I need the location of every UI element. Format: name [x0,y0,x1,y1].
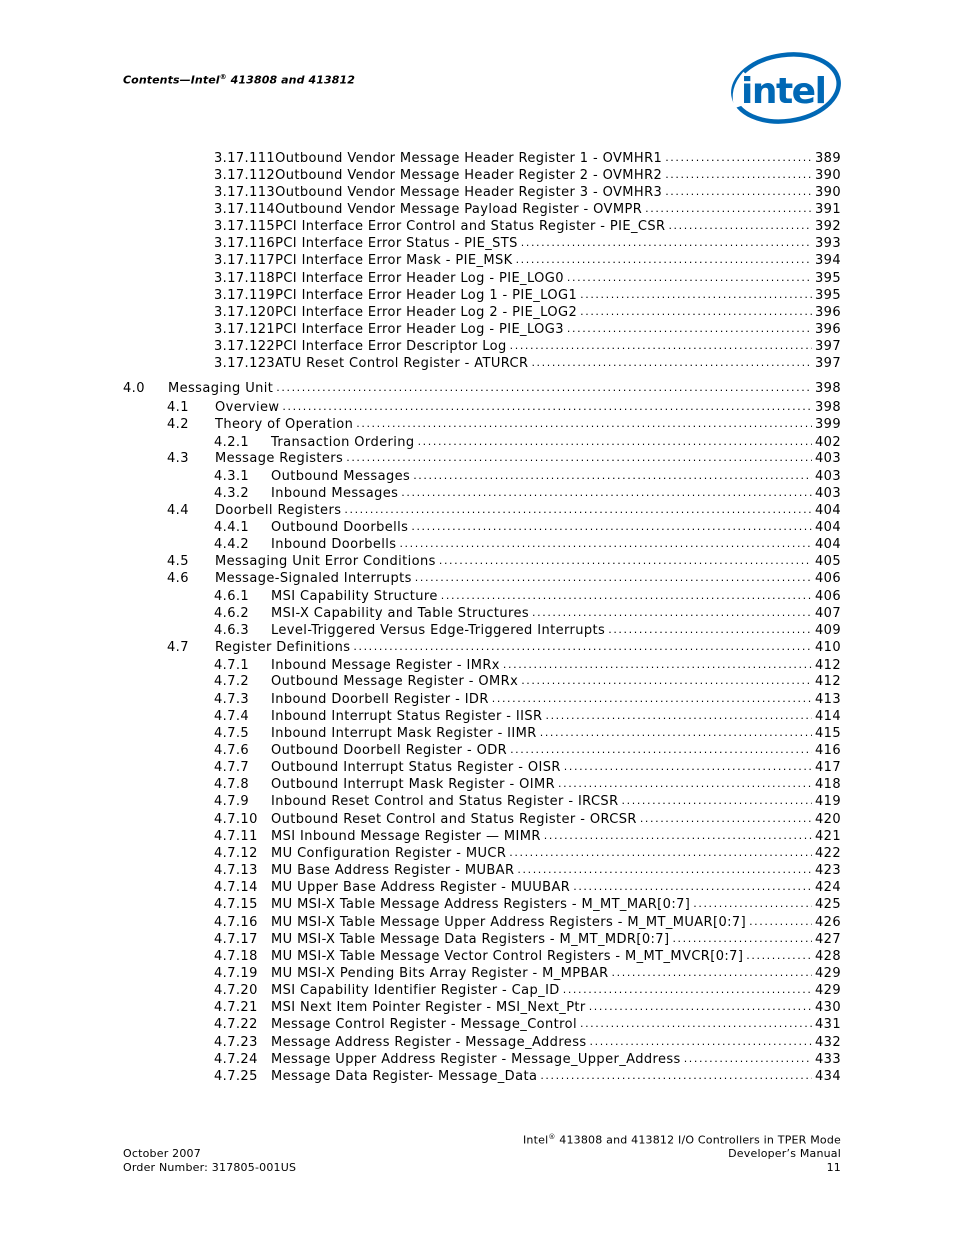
dot-leader [746,949,812,962]
toc-entry-title: PCI Interface Error Descriptor Log [275,339,507,354]
dot-leader [645,202,812,215]
toc-entry-page: 402 [814,435,841,450]
toc-entry[interactable] [214,913,841,930]
toc-entry-title: MU MSI-X Table Message Address Registers - M_MT_MAR[0:7] [271,897,691,912]
toc-entry[interactable] [214,792,841,809]
toc-entry[interactable] [214,149,841,166]
dot-leader [540,726,812,739]
footer-registered-mark: ® [548,1133,556,1141]
toc-entry-number: 4.7.14 [214,880,258,895]
dot-leader [612,966,812,979]
toc-entry[interactable] [214,621,841,638]
toc-entry-number: 4.7.8 [214,777,250,792]
dot-leader [521,236,812,249]
toc-entry-page: 389 [814,151,841,166]
toc-entry-title: Message-Signaled Interrupts [215,571,412,586]
toc-entry-title: MU Configuration Register - MUCR [271,846,507,861]
toc-entry-number: 4.7.6 [214,743,250,758]
toc-entry-title: Message Control Register - Message_Control [271,1017,577,1032]
toc-entry-page: 394 [814,253,841,268]
toc-entry-page: 425 [814,897,841,912]
dot-leader [580,1017,812,1030]
toc-entry[interactable] [214,1015,841,1032]
toc-entry-page: 395 [814,288,841,303]
toc-entry[interactable] [214,981,841,998]
toc-entry[interactable] [214,251,841,268]
toc-entry[interactable] [214,775,841,792]
toc-entry-page: 393 [814,236,841,251]
toc-entry[interactable] [214,467,841,484]
toc-entry[interactable] [214,354,841,371]
toc-entry-title: PCI Interface Error Header Log 1 - PIE_LOG1 [275,288,578,303]
toc-entry-page: 404 [814,537,841,552]
toc-entry-number: 4.7.9 [214,794,250,809]
dot-leader [517,863,812,876]
dot-leader [356,417,812,430]
toc-entry-number: 4.3.2 [214,486,250,501]
toc-entry[interactable] [214,758,841,775]
toc-entry-title: Inbound Message Register - IMRx [271,658,500,673]
toc-entry-title: MSI Inbound Message Register — MIMR [271,829,541,844]
toc-entry-title: PCI Interface Error Mask - PIE_MSK [275,253,513,268]
toc-entry-title: MU Base Address Register - MUBAR [271,863,515,878]
toc-entry-page: 427 [814,932,841,947]
toc-entry[interactable] [214,1050,841,1067]
toc-entry-number: 4.7 [167,640,189,655]
toc-entry-page: 429 [814,966,841,981]
toc-entry-page: 409 [814,623,841,638]
toc-entry-title: Inbound Doorbells [271,537,397,552]
toc-entry-number: 4.7.3 [214,692,250,707]
dot-leader [399,537,812,550]
footer-product [523,1133,841,1147]
header-title-text: Contents—Intel [123,73,220,87]
toc-entry-number: 3.17.120 [214,305,276,320]
toc-entry-title: Outbound Doorbell Register - ODR [271,743,508,758]
toc-entry-page: 426 [814,915,841,930]
toc-entry-number: 4.2.1 [214,435,250,450]
toc-entry-page: 432 [814,1035,841,1050]
toc-entry-page: 412 [814,658,841,673]
toc-entry-title: MSI Capability Structure [271,589,438,604]
toc-entry[interactable] [214,810,841,827]
dot-leader [492,692,812,705]
toc-entry[interactable] [214,998,841,1015]
dot-leader [531,356,812,369]
toc-entry-number: 4.6.3 [214,623,250,638]
dot-leader [545,709,812,722]
dot-leader [564,760,812,773]
dot-leader [580,305,812,318]
toc-entry-title: Outbound Interrupt Mask Register - OIMR [271,777,555,792]
toc-entry-number: 4.7.11 [214,829,258,844]
dot-leader [344,503,812,516]
toc-entry-page: 406 [814,589,841,604]
toc-entry-number: 4.7.4 [214,709,250,724]
toc-entry-number: 4.7.18 [214,949,258,964]
toc-entry-title: PCI Interface Error Header Log - PIE_LOG0 [275,271,564,286]
toc-entry[interactable] [214,484,841,501]
dot-leader [693,897,812,910]
toc-entry[interactable] [214,690,841,707]
dot-leader [441,589,812,602]
toc-entry[interactable] [214,1033,841,1050]
toc-entry-title: MSI Next Item Pointer Register - MSI_Next_Ptr [271,1000,586,1015]
toc-entry-page: 430 [814,1000,841,1015]
toc-entry-title: Outbound Vendor Message Header Register 2 - OVMHR2 [275,168,663,183]
dot-leader [521,674,812,687]
toc-entry-page: 413 [814,692,841,707]
toc-entry-number: 4.7.13 [214,863,258,878]
header-title-suffix: 413808 and 413812 [226,73,356,87]
toc-entry-number: 4.4.2 [214,537,250,552]
toc-entry[interactable] [214,707,841,724]
toc-entry-page: 433 [814,1052,841,1067]
toc-entry-number: 4.7.15 [214,897,258,912]
toc-entry[interactable] [214,166,841,183]
toc-entry[interactable] [123,379,841,396]
toc-entry-title: MU MSI-X Table Message Upper Address Registers - M_MT_MUAR[0:7] [271,915,747,930]
toc-entry-page: 422 [814,846,841,861]
dot-leader [749,915,812,928]
toc-entry[interactable] [214,895,841,912]
toc-entry-number: 4.6 [167,571,189,586]
toc-entry-number: 4.0 [123,381,145,396]
toc-entry[interactable] [214,604,841,621]
toc-entry-page: 403 [814,451,841,466]
toc-entry-title: Register Definitions [215,640,351,655]
toc-entry-title: Outbound Messages [271,469,411,484]
toc-entry-title: Transaction Ordering [271,435,415,450]
toc-entry[interactable] [214,587,841,604]
dot-leader [640,812,812,825]
toc-entry-page: 392 [814,219,841,234]
toc-entry-page: 417 [814,760,841,775]
toc-entry-page: 398 [814,381,841,396]
toc-entry-title: Doorbell Registers [215,503,342,518]
footer-product-brand: Intel [522,1133,549,1147]
toc-entry-title: Inbound Interrupt Mask Register - IIMR [271,726,537,741]
dot-leader [413,469,812,482]
dot-leader [510,743,812,756]
toc-entry-page: 397 [814,356,841,371]
toc-entry-number: 4.7.20 [214,983,258,998]
toc-entry[interactable] [214,535,841,552]
toc-entry-number: 4.6.1 [214,589,250,604]
dot-leader [516,253,812,266]
toc-entry-number: 3.17.114 [214,202,276,217]
toc-entry-page: 406 [814,571,841,586]
dot-leader [580,288,812,301]
dot-leader [439,554,812,567]
toc-entry-title: Messaging Unit Error Conditions [215,554,436,569]
toc-entry-number: 3.17.119 [214,288,276,303]
toc-entry-number: 4.7.25 [214,1069,258,1084]
toc-entry-title: MU MSI-X Pending Bits Array Register - M_MPBAR [271,966,609,981]
dot-leader [668,219,812,232]
dot-leader [401,486,812,499]
footer-order-number: Order Number: 317805-001US [123,1161,297,1174]
toc-entry-page: 390 [814,185,841,200]
toc-entry-page: 424 [814,880,841,895]
toc-entry-page: 431 [814,1017,841,1032]
toc-entry-number: 4.6.2 [214,606,250,621]
toc-entry[interactable] [214,741,841,758]
toc-entry-page: 410 [814,640,841,655]
dot-leader [684,1052,812,1065]
toc-entry-page: 428 [814,949,841,964]
toc-entry[interactable] [214,286,841,303]
toc-entry-number: 4.7.12 [214,846,258,861]
toc-entry-number: 4.7.19 [214,966,258,981]
toc-entry-number: 4.7.1 [214,658,250,673]
toc-entry-number: 4.4 [167,503,189,518]
dot-leader [573,880,812,893]
toc-entry-page: 403 [814,469,841,484]
toc-entry-page: 403 [814,486,841,501]
toc-entry-page: 391 [814,202,841,217]
footer-date: October 2007 [123,1147,201,1160]
toc-entry-number: 4.7.23 [214,1035,258,1050]
toc-entry-title: Outbound Vendor Message Payload Register - OVMPR [275,202,643,217]
toc-entry-number: 4.7.10 [214,812,258,827]
toc-entry-page: 397 [814,339,841,354]
toc-entry[interactable] [167,415,841,432]
dot-leader [540,1069,812,1082]
toc-entry[interactable] [214,861,841,878]
toc-entry[interactable] [167,552,841,569]
toc-entry[interactable] [214,320,841,337]
toc-entry[interactable] [167,398,841,415]
registered-mark: ® [219,73,227,81]
toc-entry-page: 404 [814,503,841,518]
toc-entry-number: 4.2 [167,417,189,432]
toc-entry[interactable] [214,200,841,217]
toc-entry-page: 434 [814,1069,841,1084]
toc-entry-title: MSI Capability Identifier Register - Cap_ID [271,983,560,998]
toc-entry-title: MU MSI-X Table Message Vector Control Registers - M_MT_MVCR[0:7] [271,949,744,964]
toc-entry[interactable] [214,724,841,741]
dot-leader [544,829,812,842]
dot-leader [346,451,812,464]
toc-entry-number: 3.17.115 [214,219,276,234]
toc-entry-number: 3.17.112 [214,168,276,183]
toc-entry[interactable] [214,827,841,844]
toc-entry-number: 4.7.24 [214,1052,258,1067]
dot-leader [567,271,812,284]
dot-leader [672,932,812,945]
toc-entry-title: Outbound Vendor Message Header Register 3 - OVMHR3 [275,185,663,200]
toc-entry-title: MU MSI-X Table Message Data Registers - M_MT_MDR[0:7] [271,932,670,947]
dot-leader [558,777,812,790]
toc-entry-title: PCI Interface Error Header Log - PIE_LOG3 [275,322,564,337]
toc-entry-number: 4.5 [167,554,189,569]
dot-leader [353,640,812,653]
dot-leader [411,520,812,533]
toc-entry[interactable] [214,672,841,689]
toc-entry[interactable] [214,878,841,895]
toc-entry-page: 405 [814,554,841,569]
toc-entry-title: Inbound Messages [271,486,399,501]
toc-entry[interactable] [214,217,841,234]
dot-leader [665,185,812,198]
footer-page-number: 11 [826,1161,841,1174]
dot-leader [589,1000,812,1013]
toc-entry-page: 412 [814,674,841,689]
toc-entry-title: PCI Interface Error Header Log 2 - PIE_LOG2 [275,305,578,320]
toc-entry-title: Theory of Operation [215,417,354,432]
toc-entry-number: 4.3 [167,451,189,466]
toc-entry-number: 3.17.123 [214,356,276,371]
toc-entry-title: Outbound Message Register - OMRx [271,674,519,689]
toc-entry-page: 423 [814,863,841,878]
logo-wordmark: intel [741,71,826,112]
dot-leader [503,658,812,671]
toc-entry[interactable] [214,433,841,450]
toc-entry-title: MSI-X Capability and Table Structures [271,606,530,621]
toc-entry[interactable] [214,844,841,861]
toc-entry[interactable] [167,449,841,466]
toc-entry[interactable] [214,518,841,535]
toc-entry[interactable] [214,183,841,200]
toc-entry-title: Message Address Register - Message_Address [271,1035,587,1050]
toc-entry[interactable] [214,269,841,286]
dot-leader [509,846,812,859]
toc-entry-title: Outbound Vendor Message Header Register 1 - OVMHR1 [275,151,663,166]
toc-entry-number: 4.7.2 [214,674,250,689]
toc-entry-title: Overview [215,400,280,415]
toc-entry[interactable] [167,501,841,518]
toc-entry[interactable] [167,569,841,586]
dot-leader [665,151,812,164]
toc-entry-title: Inbound Doorbell Register - IDR [271,692,489,707]
toc-entry-number: 3.17.116 [214,236,276,251]
toc-entry-title: Message Upper Address Register - Message_Upper_Address [271,1052,681,1067]
toc-entry-title: Inbound Interrupt Status Register - IISR [271,709,543,724]
toc-entry-page: 414 [814,709,841,724]
toc-entry-title: PCI Interface Error Control and Status Register - PIE_CSR [275,219,666,234]
dot-leader [590,1035,812,1048]
toc-entry[interactable] [214,1067,841,1084]
toc-entry-page: 396 [814,305,841,320]
toc-entry-number: 4.7.21 [214,1000,258,1015]
toc-entry-title: Outbound Reset Control and Status Register - ORCSR [271,812,637,827]
toc-entry-page: 396 [814,322,841,337]
toc-entry-number: 3.17.117 [214,253,276,268]
toc-entry-title: Outbound Interrupt Status Register - OISR [271,760,561,775]
toc-entry-page: 429 [814,983,841,998]
toc-entry-number: 4.7.5 [214,726,250,741]
dot-leader [415,571,812,584]
toc-entry-title: Level-Triggered Versus Edge-Triggered Interrupts [271,623,606,638]
toc-entry-number: 4.7.7 [214,760,250,775]
toc-entry-page: 398 [814,400,841,415]
toc-entry[interactable] [214,930,841,947]
dot-leader [665,168,812,181]
toc-entry-title: Messaging Unit [168,381,274,396]
toc-entry-number: 4.7.16 [214,915,258,930]
dot-leader [563,983,812,996]
toc-entry-title: Outbound Doorbells [271,520,409,535]
toc-entry-page: 418 [814,777,841,792]
dot-leader [282,400,812,413]
toc-entry-title: PCI Interface Error Status - PIE_STS [275,236,518,251]
footer-product-text: 413808 and 413812 I/O Controllers in TPER Mode [555,1133,841,1147]
toc-entry-number: 4.1 [167,400,189,415]
toc-entry-number: 3.17.121 [214,322,276,337]
dot-leader [276,381,812,394]
toc-entry-number: 3.17.111 [214,151,276,166]
toc-entry-number: 4.7.17 [214,932,258,947]
dot-leader [608,623,812,636]
toc-entry[interactable] [214,234,841,251]
toc-entry-number: 3.17.113 [214,185,276,200]
dot-leader [510,339,812,352]
toc-entry-page: 420 [814,812,841,827]
toc-entry-page: 407 [814,606,841,621]
dot-leader [532,606,812,619]
toc-entry-page: 390 [814,168,841,183]
toc-entry-number: 4.4.1 [214,520,250,535]
toc-entry-page: 419 [814,794,841,809]
toc-entry[interactable] [214,337,841,354]
toc-entry-page: 416 [814,743,841,758]
toc-entry-page: 421 [814,829,841,844]
toc-entry-page: 404 [814,520,841,535]
dot-leader [418,435,812,448]
toc-entry-title: ATU Reset Control Register - ATURCR [275,356,529,371]
toc-entry-title: MU Upper Base Address Register - MUUBAR [271,880,571,895]
toc-entry[interactable] [214,656,841,673]
toc-entry-number: 4.7.22 [214,1017,258,1032]
toc-entry-title: Inbound Reset Control and Status Register - IRCSR [271,794,619,809]
toc-entry-number: 4.3.1 [214,469,250,484]
toc-entry[interactable] [214,303,841,320]
toc-entry-page: 415 [814,726,841,741]
toc-entry[interactable] [214,947,841,964]
toc-entry[interactable] [167,638,841,655]
dot-leader [622,794,812,807]
toc-entry-number: 3.17.118 [214,271,276,286]
dot-leader [567,322,812,335]
toc-entry-page: 395 [814,271,841,286]
toc-entry-title: Message Registers [215,451,344,466]
toc-entry-page: 399 [814,417,841,432]
footer-manual-title: Developer’s Manual [728,1147,841,1160]
toc-entry[interactable] [214,964,841,981]
toc-entry-title: Message Data Register- Message_Data [271,1069,538,1084]
toc-entry-number: 3.17.122 [214,339,276,354]
